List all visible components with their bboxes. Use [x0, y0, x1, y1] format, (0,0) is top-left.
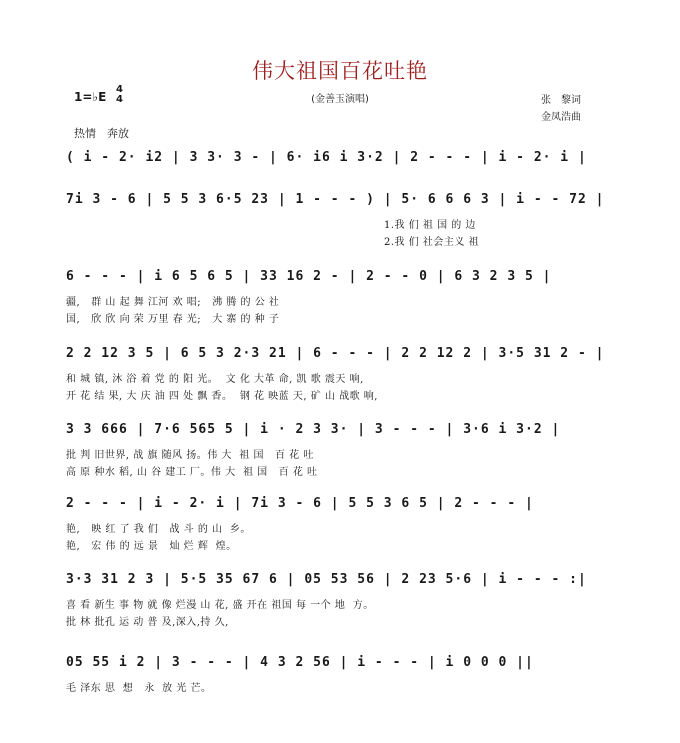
notation-line: 05 55 i 2 | 3 - - - | 4 3 2 56 | i - - - | i 0 0 0 || [66, 655, 534, 670]
lyricist-credit: 张 黎词 [541, 95, 581, 106]
lyric-line-2: 批 林 批孔 运 动 普 及,深入,持 久, [66, 617, 229, 628]
lyric-line-2: 高 原 种水 稻, 山 谷 建工 厂。伟 大 祖 国 百 花 吐 [66, 467, 318, 478]
song-title: 伟大祖国百花吐艳 [252, 59, 428, 83]
lyric-line-2: 开 花 结 果, 大 庆 油 四 处 飘 香。 钢 花 映蓝 天, 矿 山 战歌 响, [66, 391, 378, 402]
composer-credit: 金凤浩曲 [541, 112, 581, 123]
tempo-marking: 热情 奔放 [74, 127, 129, 140]
lyric-line-2: 国, 欣 欣 向 荣 万里 春 光; 大 寨 的 种 子 [66, 314, 280, 325]
lyric-line-1: 喜 看 新生 事 物 就 像 烂漫 山 花, 盛 开在 祖国 每 一个 地 方。 [66, 600, 374, 611]
time-signature-bottom: 4 [116, 94, 123, 105]
notation-line: 7i 3 - 6 | 5 5 3 6·5 23 | 1 - - - ) | 5· 6 6 6 3 | i - - 72 | [66, 192, 605, 207]
lyric-line-1: 和 城 镇, 沐 浴 着 党 的 阳 光。 文 化 大革 命, 凯 歌 震天 响, [66, 374, 364, 385]
lyric-line-2: 2.我 们 社会主义 祖 [384, 237, 480, 248]
time-signature-top: 4 [116, 84, 123, 95]
lyric-line-1: 毛 泽东 思 想 永 放 光 芒。 [66, 683, 212, 694]
lyric-line-1: 批 判 旧世界, 战 旗 随风 扬。伟 大 祖 国 百 花 吐 [66, 450, 314, 461]
notation-line: 6 - - - | i 6 5 6 5 | 33 16 2 - | 2 - - 0 | 6 3 2 3 5 | [66, 269, 552, 284]
lyric-line-1: 疆, 群 山 起 舞 江河 欢 唱; 沸 腾 的 公 社 [66, 297, 280, 308]
key-signature: 1=♭E [74, 90, 107, 104]
notation-line: 3 3 666 | 7·6 565 5 | i · 2 3 3· | 3 - - - | 3·6 i 3·2 | [66, 422, 561, 437]
lyric-line-1: 1.我 们 祖 国 的 边 [384, 220, 476, 231]
performer-note: (金善玉演唱) [311, 94, 369, 105]
lyric-line-2: 艳, 宏 伟 的 远 景 灿 烂 辉 煌。 [66, 541, 237, 552]
notation-line: 3·3 31 2 3 | 5·5 35 67 6 | 05 53 56 | 2 23 5·6 | i - - - :| [66, 572, 587, 587]
lyric-line-1: 艳, 映 红 了 我 们 战 斗 的 山 乡。 [66, 524, 251, 535]
notation-line: 2 - - - | i - 2· i | 7i 3 - 6 | 5 5 3 6 5 | 2 - - - | [66, 496, 534, 511]
time-signature [116, 85, 123, 105]
notation-line: 2 2 12 3 5 | 6 5 3 2·3 21 | 6 - - - | 2 2 12 2 | 3·5 31 2 - | [66, 346, 605, 361]
notation-line: ( i - 2· i2 | 3 3· 3 - | 6· i6 i 3·2 | 2 - - - | i - 2· i | [66, 150, 587, 165]
